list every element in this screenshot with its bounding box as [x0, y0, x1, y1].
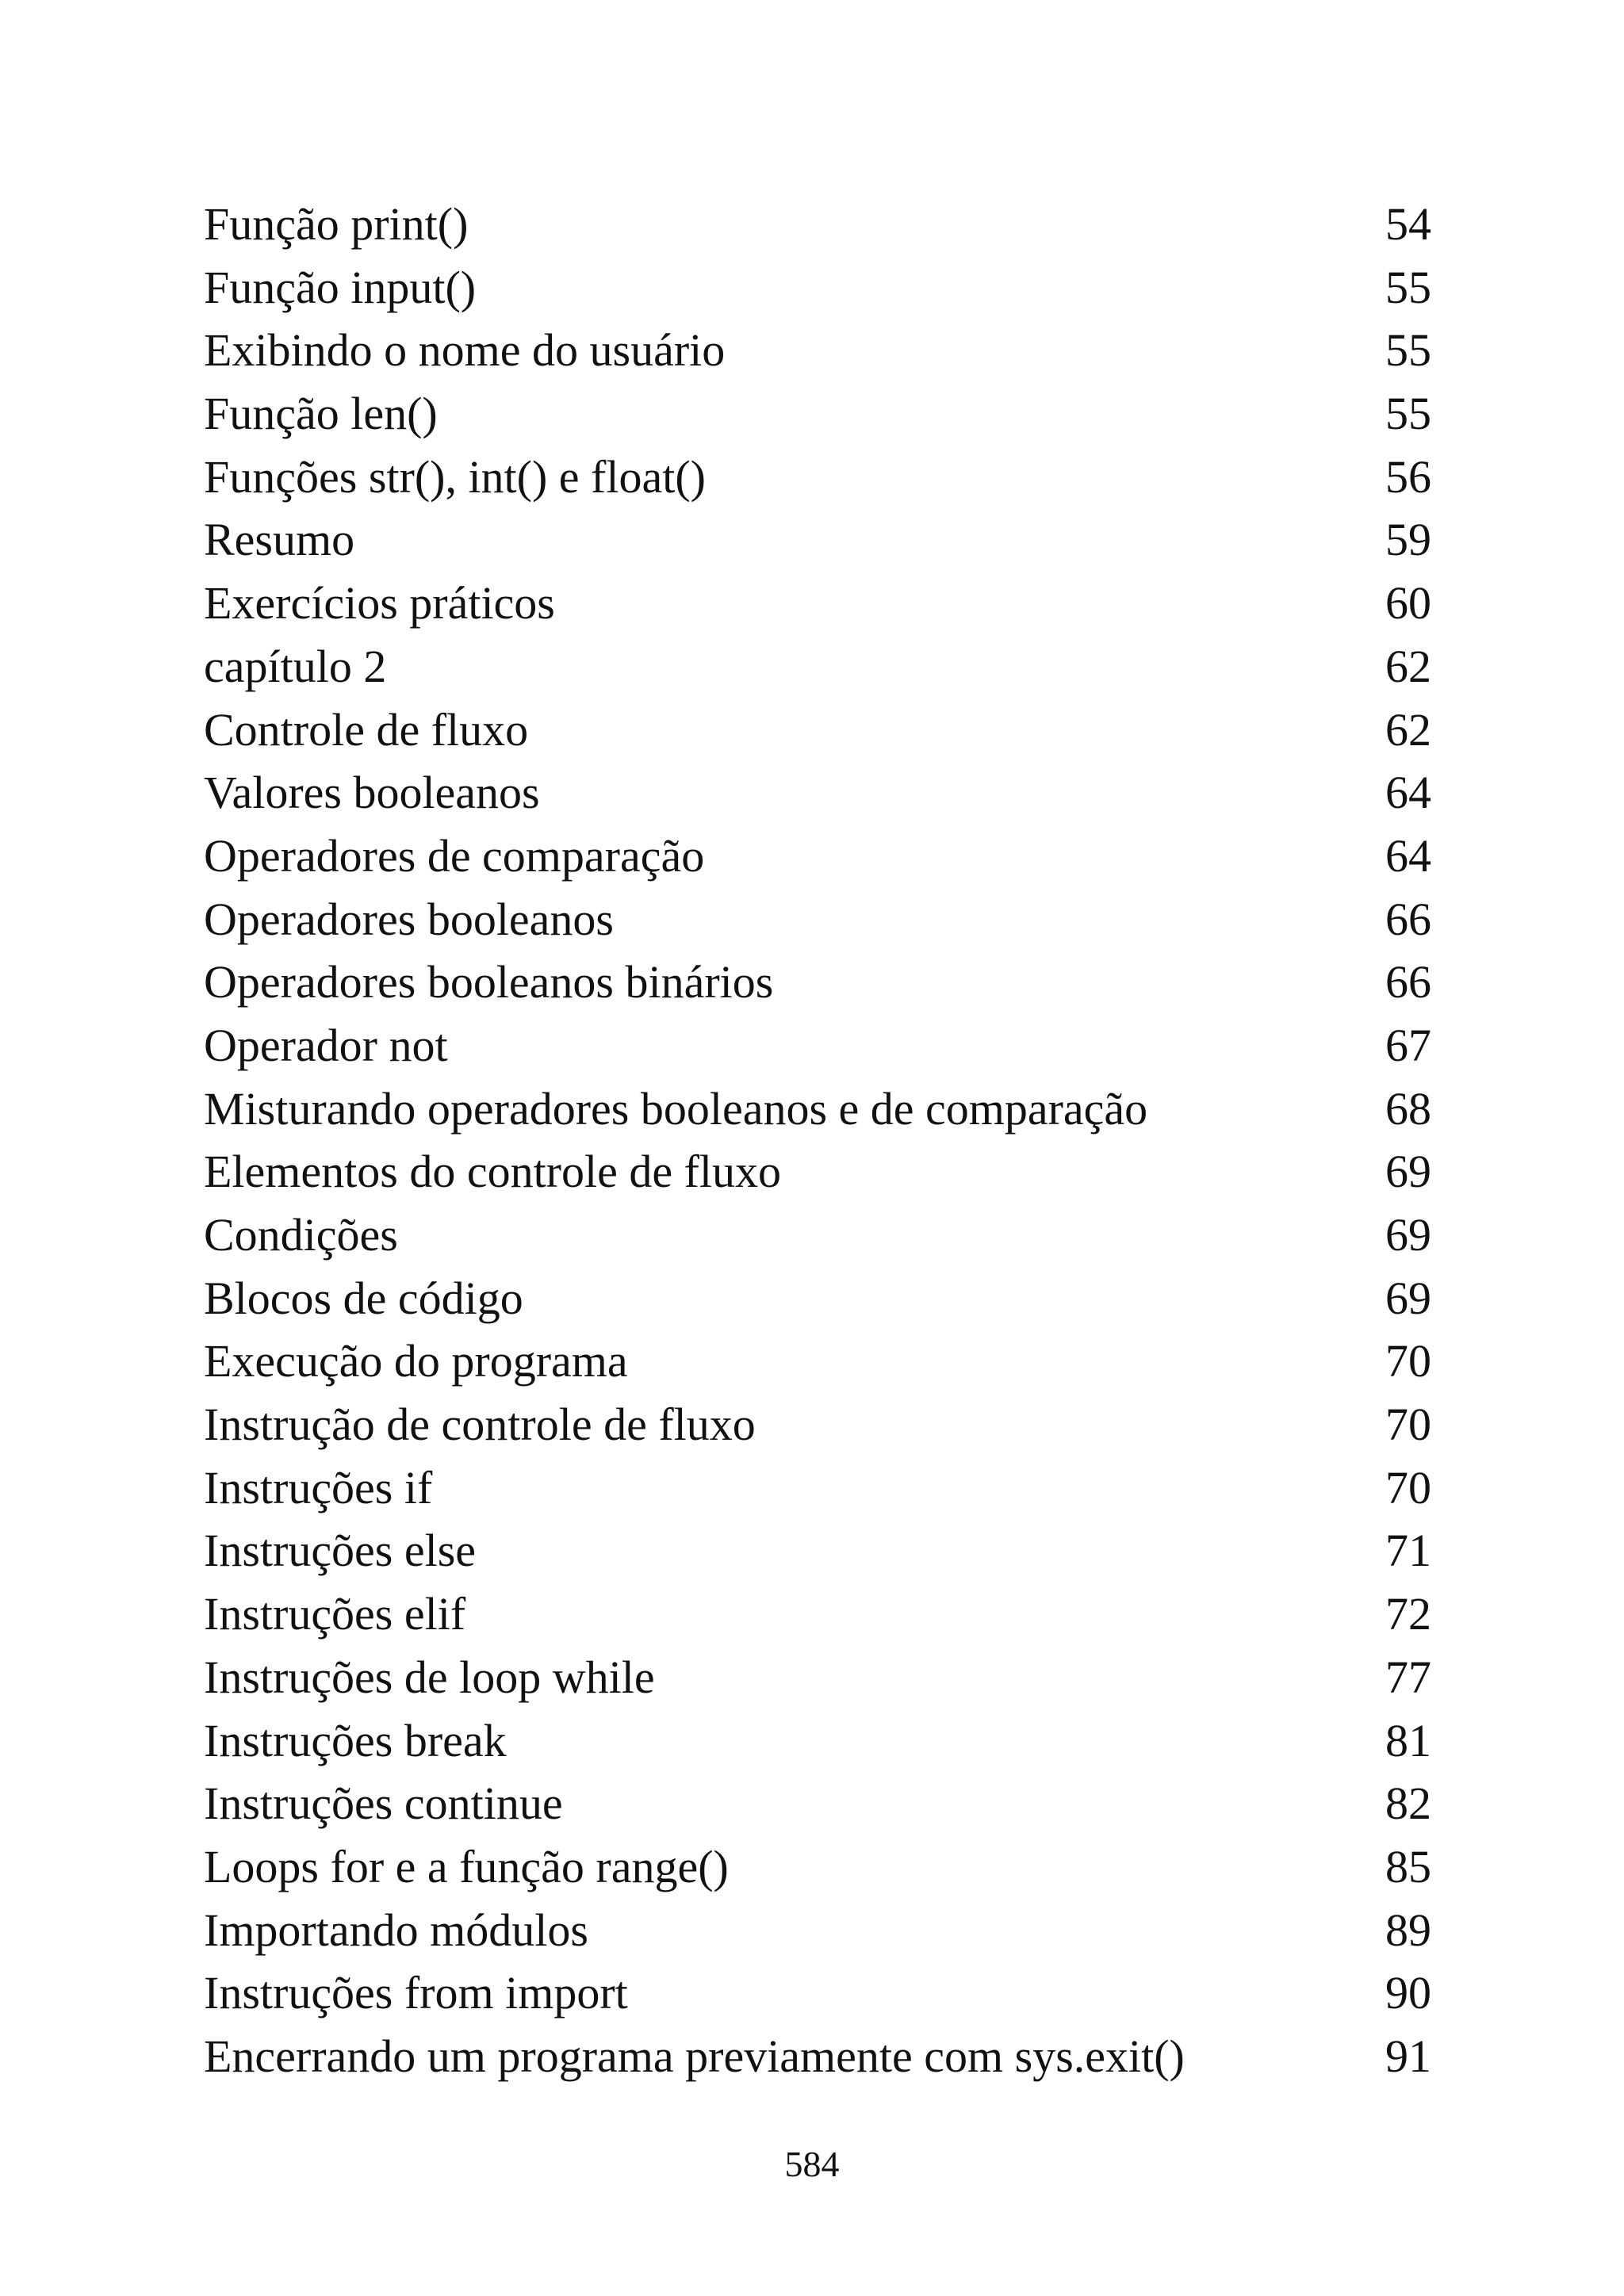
page-number: 584	[784, 2144, 840, 2184]
toc-entry	[204, 1330, 1431, 1393]
toc-entry	[204, 888, 1431, 951]
toc-entry	[204, 1267, 1431, 1330]
toc-entry-page: 55	[1385, 324, 1431, 377]
toc-entry-title: Instruções elif	[204, 1588, 466, 1640]
toc-entry-title: Elementos do controle de fluxo	[204, 1146, 782, 1198]
toc-entry	[204, 1961, 1431, 2025]
toc-entry	[204, 446, 1431, 509]
toc-entry-title: Controle de fluxo	[204, 703, 529, 756]
toc-entry-page: 77	[1385, 1651, 1431, 1703]
toc-entry-title: Instrução de controle de fluxo	[204, 1399, 756, 1451]
toc-entry-page: 90	[1385, 1967, 1431, 2019]
toc-entry-title: Loops for e a função range()	[204, 1840, 729, 1892]
toc-entry-page: 69	[1385, 1272, 1431, 1324]
toc-entry-title: Operador not	[204, 1019, 448, 1071]
toc-entry	[204, 1709, 1431, 1773]
toc-entry	[204, 698, 1431, 762]
toc-entry-page: 64	[1385, 767, 1431, 819]
toc-entry-page: 91	[1385, 2030, 1431, 2082]
toc-entry	[204, 1646, 1431, 1709]
toc-entry-page: 89	[1385, 1904, 1431, 1956]
toc-entry	[204, 1077, 1431, 1141]
toc-entry-title: Blocos de código	[204, 1272, 523, 1324]
toc-entry-title: Valores booleanos	[204, 767, 540, 819]
toc-entry-title: Função input()	[204, 261, 477, 313]
toc-entry-title: Condições	[204, 1209, 398, 1261]
toc-entry	[204, 508, 1431, 572]
toc-entry-page: 70	[1385, 1399, 1431, 1451]
toc-entry-page: 69	[1385, 1146, 1431, 1198]
toc-entry-title: Misturando operadores booleanos e de comparação	[204, 1082, 1148, 1135]
toc-entry-title: Instruções continue	[204, 1777, 563, 1830]
toc-entry-title: Função print()	[204, 198, 469, 250]
toc-entry-title: Importando módulos	[204, 1904, 588, 1956]
toc-entry	[204, 1203, 1431, 1267]
toc-entry	[204, 319, 1431, 382]
toc-entry-page: 62	[1385, 703, 1431, 756]
toc-entry	[204, 2025, 1431, 2088]
toc-entry-title: Encerrando um programa previamente com sys.exit()	[204, 2030, 1185, 2082]
toc-entry	[204, 256, 1431, 320]
toc-entry-title: Resumo	[204, 514, 355, 566]
toc-entry	[204, 1140, 1431, 1203]
toc-entry-page: 81	[1385, 1714, 1431, 1766]
toc-entry-page: 69	[1385, 1209, 1431, 1261]
toc-entry-title: Exibindo o nome do usuário	[204, 324, 726, 377]
toc-entry-title: Exercícios práticos	[204, 577, 555, 629]
toc-entry-title: Instruções de loop while	[204, 1651, 655, 1703]
toc-entry	[204, 1519, 1431, 1582]
toc-entry-title: Instruções else	[204, 1525, 477, 1577]
toc-entry-title: Funções str(), int() e float()	[204, 450, 706, 503]
toc-entry-title: Instruções from import	[204, 1967, 628, 2019]
toc-entry	[204, 1393, 1431, 1456]
toc-entry	[204, 1456, 1431, 1520]
toc-entry-title: Instruções break	[204, 1714, 507, 1766]
toc-entry-page: 72	[1385, 1588, 1431, 1640]
toc-entry	[204, 1899, 1431, 1962]
toc-entry-page: 62	[1385, 640, 1431, 692]
toc-entry-page: 85	[1385, 1840, 1431, 1892]
toc-entry	[204, 825, 1431, 888]
toc-entry-title: Instruções if	[204, 1461, 433, 1513]
toc-entry-page: 67	[1385, 1019, 1431, 1071]
toc-entry-page: 68	[1385, 1082, 1431, 1135]
toc-entry-page: 82	[1385, 1777, 1431, 1830]
toc-entry-page: 59	[1385, 514, 1431, 566]
toc-entry-page: 70	[1385, 1461, 1431, 1513]
toc-entry-page: 60	[1385, 577, 1431, 629]
toc-entry-title: Execução do programa	[204, 1335, 628, 1387]
toc-entry-page: 54	[1385, 198, 1431, 250]
toc-entry-page: 64	[1385, 829, 1431, 882]
toc-entry	[204, 635, 1431, 698]
toc-entry-page: 66	[1385, 893, 1431, 945]
toc-entry-title: Operadores booleanos	[204, 893, 614, 945]
toc-entry-page: 56	[1385, 450, 1431, 503]
toc-entry	[204, 1835, 1431, 1899]
toc-entry-title: Função len()	[204, 388, 438, 440]
toc-entry	[204, 193, 1431, 256]
table-of-contents	[204, 193, 1431, 2088]
toc-entry-page: 71	[1385, 1525, 1431, 1577]
toc-entry-page: 55	[1385, 261, 1431, 313]
toc-entry	[204, 1014, 1431, 1077]
toc-entry-page: 70	[1385, 1335, 1431, 1387]
toc-entry-title: Operadores de comparação	[204, 829, 705, 882]
toc-entry	[204, 572, 1431, 635]
toc-entry	[204, 761, 1431, 825]
toc-entry	[204, 1772, 1431, 1835]
toc-entry-title: Operadores booleanos binários	[204, 956, 774, 1008]
toc-entry-title: capítulo 2	[204, 640, 387, 692]
toc-entry	[204, 1582, 1431, 1646]
toc-entry	[204, 382, 1431, 446]
toc-entry-page: 55	[1385, 388, 1431, 440]
toc-entry	[204, 951, 1431, 1014]
toc-entry-page: 66	[1385, 956, 1431, 1008]
